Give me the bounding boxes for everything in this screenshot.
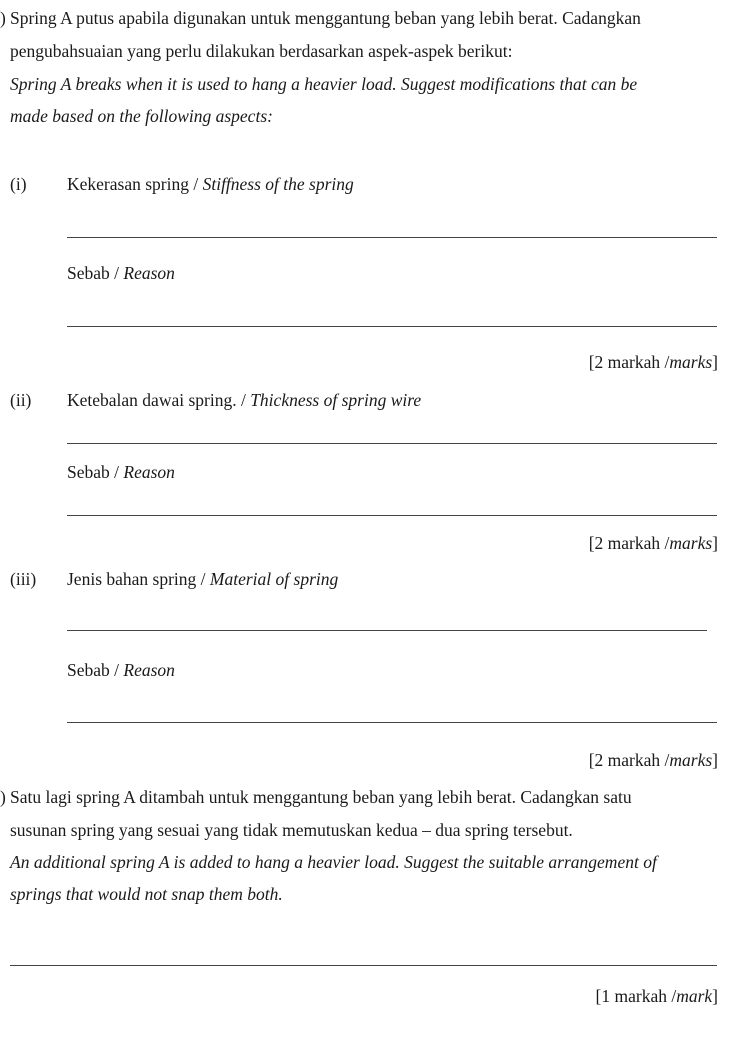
question-c-english-line1: An additional spring A is added to hang a heavier load. Suggest the suitable arrangement of <box>10 852 657 872</box>
part-i-reason-malay: Sebab / <box>67 263 120 283</box>
answer-line-ii-aspect[interactable] <box>67 443 717 444</box>
question-c-malay-line2: susunan spring yang sesuai yang tidak memutuskan kedua – dua spring tersebut. <box>10 820 573 840</box>
part-iii-reason-malay: Sebab / <box>67 660 120 680</box>
part-i-aspect <box>67 174 354 195</box>
answer-line-ii-reason[interactable] <box>67 515 717 516</box>
part-i-aspect-malay: Kekerasan spring / <box>67 174 199 194</box>
part-ii-reason-english: Reason <box>123 462 175 482</box>
part-iii-aspect <box>67 569 338 590</box>
part-ii-aspect-malay: Ketebalan dawai spring. / <box>67 390 246 410</box>
part-i-reason-english: Reason <box>123 263 175 283</box>
question-c-english-line2: springs that would not snap them both. <box>10 884 283 904</box>
part-i-aspect-english: Stiffness of the spring <box>202 174 354 194</box>
question-c-malay-line1: Satu lagi spring A ditambah untuk menggantung beban yang lebih berat. Cadangkan satu <box>10 787 632 807</box>
part-ii-marks: [2 markah /marks] <box>588 533 718 553</box>
part-iii-numeral: (iii) <box>10 569 37 589</box>
part-i-numeral: (i) <box>10 174 27 194</box>
question-b-marker: ) <box>0 8 6 28</box>
answer-line-c[interactable] <box>10 965 717 966</box>
answer-line-iii-aspect[interactable] <box>67 630 707 631</box>
question-b-malay-line1: Spring A putus apabila digunakan untuk menggantung beban yang lebih berat. Cadangkan <box>10 8 641 28</box>
answer-line-iii-reason[interactable] <box>67 722 717 723</box>
part-i-reason <box>67 263 175 284</box>
part-iii-reason-english: Reason <box>123 660 175 680</box>
answer-line-i-reason[interactable] <box>67 326 717 327</box>
part-i-marks: [2 markah /marks] <box>588 352 718 372</box>
question-c-marks: [1 markah /mark] <box>595 986 718 1006</box>
question-b-english-line1: Spring A breaks when it is used to hang a heavier load. Suggest modifications that can be <box>10 74 638 94</box>
part-ii-reason <box>67 462 175 483</box>
question-c-marker: ) <box>0 787 6 807</box>
part-ii-aspect-english: Thickness of spring wire <box>250 390 422 410</box>
question-b-english-line2: made based on the following aspects: <box>10 106 273 126</box>
question-b-malay-line2: pengubahsuaian yang perlu dilakukan berdasarkan aspek-aspek berikut: <box>10 41 513 61</box>
part-iii-marks: [2 markah /marks] <box>588 750 718 770</box>
part-ii-numeral: (ii) <box>10 390 32 410</box>
part-iii-reason <box>67 660 175 681</box>
part-iii-aspect-malay: Jenis bahan spring / <box>67 569 206 589</box>
part-iii-aspect-english: Material of spring <box>209 569 339 589</box>
part-ii-aspect <box>67 390 421 411</box>
answer-line-i-aspect[interactable] <box>67 237 717 238</box>
part-ii-reason-malay: Sebab / <box>67 462 120 482</box>
